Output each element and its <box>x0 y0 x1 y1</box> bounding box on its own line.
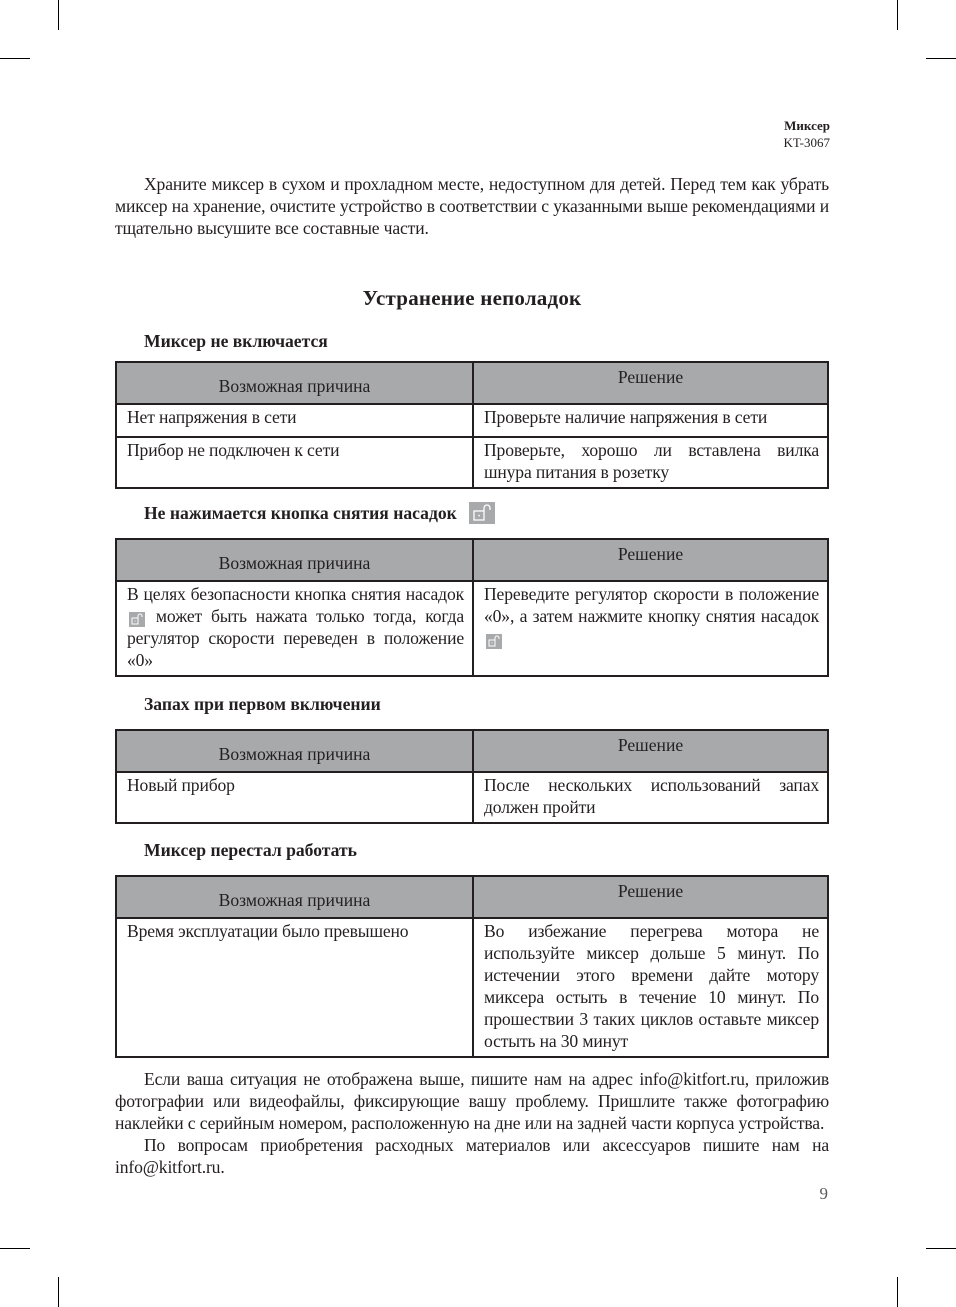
accessories-paragraph: По вопросам приобретения расходных материалов или аксессуаров пишите нам на info@kitfort.ru. <box>115 1135 829 1177</box>
unlock-icon <box>486 634 502 649</box>
column-header-solution: Решение <box>473 362 828 404</box>
crop-mark <box>58 1277 59 1307</box>
page-content <box>115 173 829 1178</box>
cause-cell: Время эксплуатации было превышено <box>116 918 473 1057</box>
running-header <box>784 117 830 151</box>
section-title: Устранение неполадок <box>362 286 582 310</box>
crop-mark <box>897 1277 898 1307</box>
unlock-icon <box>129 612 145 627</box>
header-product: Миксер <box>784 118 830 133</box>
cause-cell: Новый прибор <box>116 772 473 823</box>
problem-title: Не нажимается кнопка снятия насадок <box>115 501 829 525</box>
column-header-solution: Решение <box>473 539 828 581</box>
column-header-cause: Возможная причина <box>116 362 473 404</box>
solution-cell: Во избежание перегрева мотора не используйте миксер дольше 5 минут. По истечении этого времени дайте мотору миксера остыть в течение 10 минут. По прошествии 3 таких циклов оставьте миксер остыть на 30 минут <box>473 918 828 1057</box>
column-header-solution: Решение <box>473 876 828 918</box>
table-row <box>116 918 828 1057</box>
contact-paragraph: Если ваша ситуация не отображена выше, пишите нам на адрес info@kitfort.ru, приложив фотографии или видеофайлы, фиксирующие вашу проблему. Пришлите также фотографию наклейки с серийным номером, расположенную на дне или на задней части корпуса устройства. <box>115 1069 829 1133</box>
table-row <box>116 437 828 488</box>
cause-cell: Прибор не подключен к сети <box>116 437 473 488</box>
problem-title: Миксер перестал работать <box>144 840 357 860</box>
crop-mark <box>897 0 898 30</box>
cause-cell: В целях безопасности кнопка снятия насадок может быть нажата только тогда, когда регулятор скорости переведен в положение «0» <box>116 581 473 676</box>
solution-cell: После нескольких использований запах должен пройти <box>473 772 828 823</box>
column-header-cause: Возможная причина <box>116 730 473 772</box>
table-row <box>116 772 828 823</box>
solution-cell: Проверьте наличие напряжения в сети <box>473 404 828 437</box>
page-number: 9 <box>819 1184 828 1203</box>
column-header-cause: Возможная причина <box>116 876 473 918</box>
troubleshooting-table <box>115 361 829 489</box>
crop-mark <box>58 0 59 30</box>
cause-cell: Нет напряжения в сети <box>116 404 473 437</box>
problem-title: Миксер не включается <box>144 331 328 351</box>
column-header-cause: Возможная причина <box>116 539 473 581</box>
crop-mark <box>926 1248 956 1249</box>
problem-title: Запах при первом включении <box>144 694 381 714</box>
table-row <box>116 404 828 437</box>
troubleshooting-table <box>115 538 829 677</box>
solution-cell: Проверьте, хорошо ли вставлена вилка шнура питания в розетку <box>473 437 828 488</box>
table-row <box>116 581 828 676</box>
crop-mark <box>0 1248 30 1249</box>
crop-mark <box>0 58 30 59</box>
column-header-solution: Решение <box>473 730 828 772</box>
storage-paragraph: Храните миксер в сухом и прохладном месте, недоступном для детей. Перед тем как убрать миксер на хранение, очистите устройство в соответствии с указанными выше рекомендациями и тщательно высушите все составные части. <box>115 174 829 238</box>
crop-mark <box>926 58 956 59</box>
unlock-icon <box>469 502 495 524</box>
troubleshooting-table <box>115 729 829 824</box>
header-model: KT-3067 <box>783 135 830 150</box>
troubleshooting-table <box>115 875 829 1058</box>
solution-cell: Переведите регулятор скорости в положение «0», а затем нажмите кнопку снятия насадок <box>473 581 828 676</box>
